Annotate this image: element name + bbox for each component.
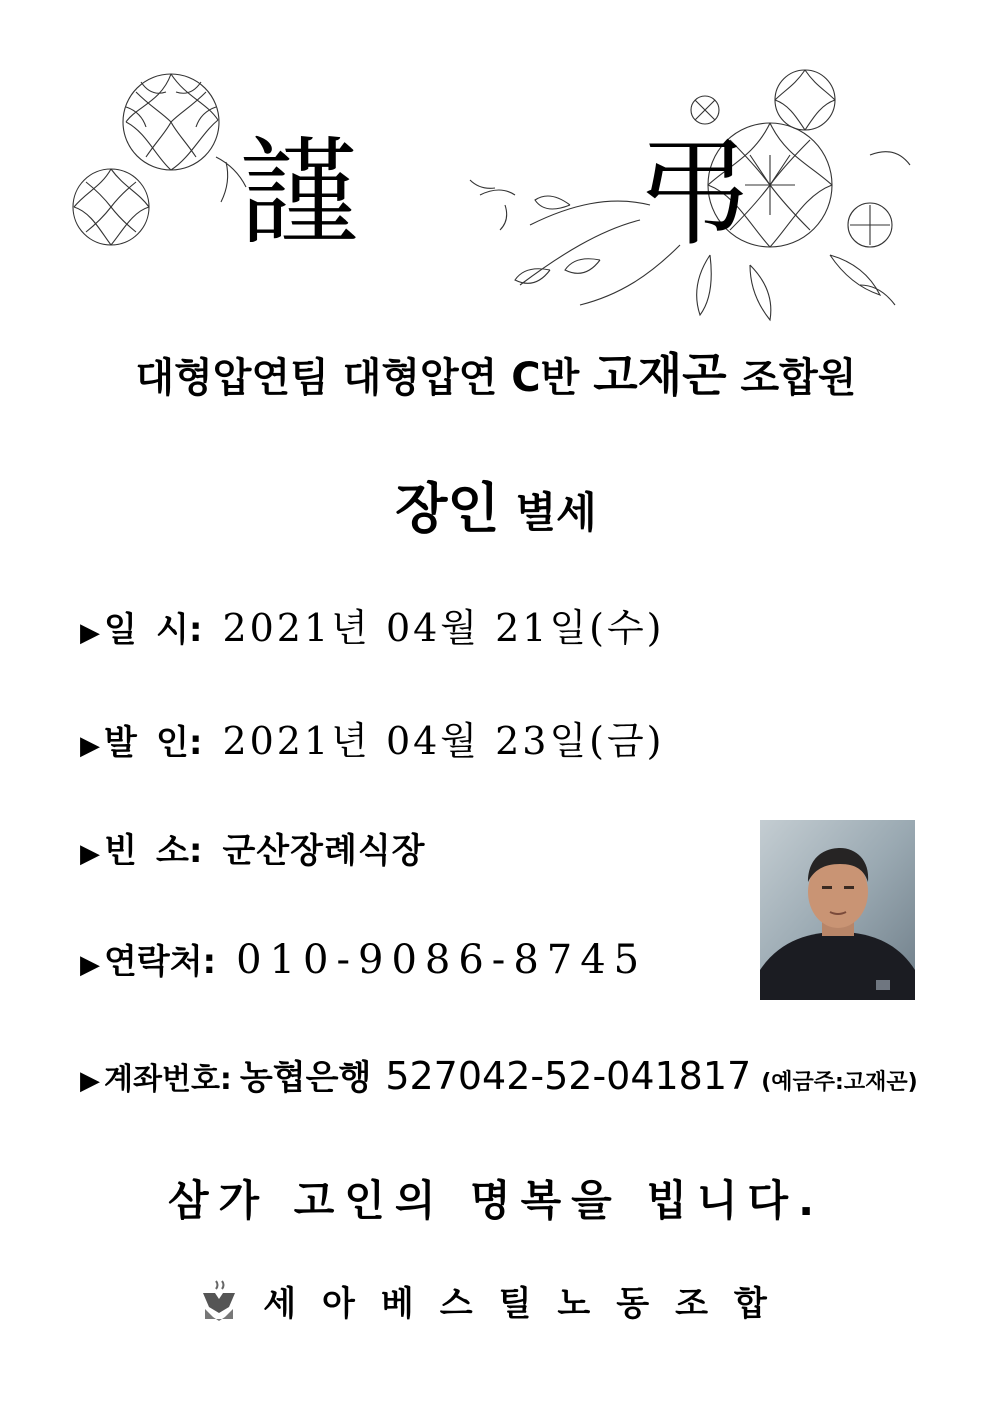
member-role: 조합원 xyxy=(740,355,857,401)
relation-line xyxy=(0,466,992,543)
union-footer xyxy=(0,1270,992,1330)
info-value: 2021년 04월 21일(수) xyxy=(222,606,665,650)
closing-message: 삼가 고인의 명복을 빕니다. xyxy=(167,1176,825,1225)
info-row-funeral xyxy=(80,710,665,770)
member-name: 고재곤 xyxy=(593,348,727,402)
info-label: ▶ 빈 소: xyxy=(80,831,203,871)
union-name: 세아베스틸노동조합 xyxy=(263,1283,793,1324)
triangle-right-icon: ▶ xyxy=(80,731,100,761)
portrait-photo xyxy=(760,820,915,1000)
member-line xyxy=(0,345,992,408)
account-bank: 농협은행 xyxy=(239,1058,372,1098)
relation-relative: 장인 xyxy=(395,477,500,540)
info-row-venue xyxy=(80,823,426,883)
info-row-contact xyxy=(80,934,647,994)
triangle-right-icon: ▶ xyxy=(80,950,100,980)
info-row-date xyxy=(80,597,665,657)
triangle-right-icon: ▶ xyxy=(80,1066,100,1096)
member-team: 대형압연팀 xyxy=(135,355,329,401)
account-number: 527042-52-041817 xyxy=(385,1054,752,1098)
info-value: 010-9086-8745 xyxy=(236,937,648,983)
member-crew: 대형압연 C반 xyxy=(342,355,580,401)
info-value: 2021년 04월 23일(금) xyxy=(222,719,665,763)
triangle-right-icon: ▶ xyxy=(80,618,100,648)
info-label: ▶ 계좌번호: xyxy=(80,1062,232,1097)
info-value: 군산장례식장 xyxy=(222,831,426,871)
relation-status: 별세 xyxy=(515,488,597,537)
account-holder: (예금주:고재곤) xyxy=(761,1070,918,1095)
info-row-account xyxy=(80,1050,918,1110)
info-label: ▶ 일 시: xyxy=(80,610,203,650)
triangle-right-icon: ▶ xyxy=(80,839,100,869)
info-label: ▶ 연락처: xyxy=(80,942,217,982)
info-label: ▶ 발 인: xyxy=(80,723,203,763)
union-logo-icon xyxy=(199,1277,239,1323)
page-title: 謹 弔 xyxy=(239,124,873,262)
